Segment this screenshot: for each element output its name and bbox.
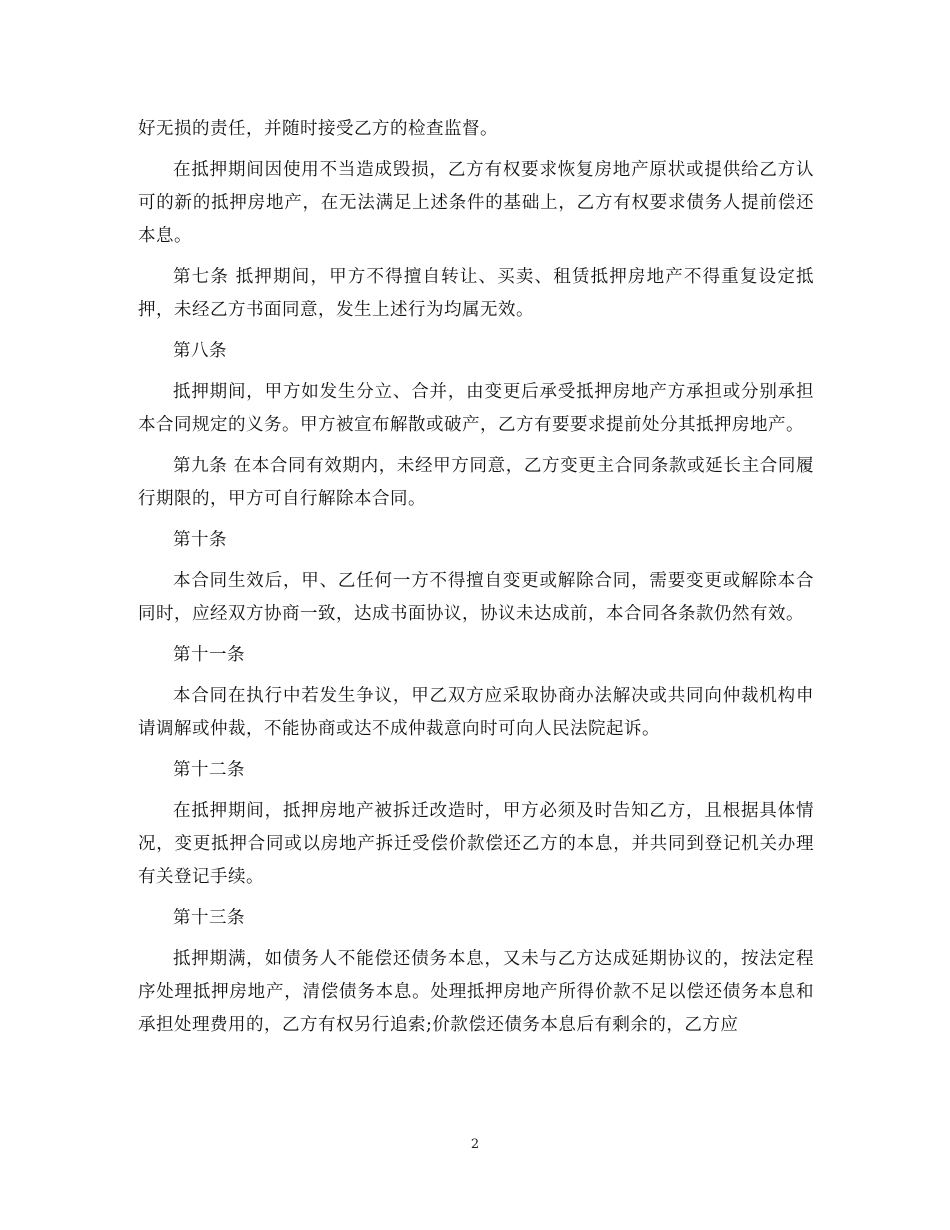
page-number: 2 bbox=[470, 1137, 480, 1152]
paragraph-article-12: 在抵押期间，抵押房地产被拆迁改造时，甲方必须及时告知乙方，且根据具体情况，变更抵押合同或以房地产拆迁受偿价款偿还乙方的本息，并共同到登记机关办理有关登记手续。 bbox=[138, 801, 814, 887]
heading-article-10: 第十条 bbox=[173, 530, 227, 550]
heading-article-8: 第八条 bbox=[173, 341, 227, 361]
document-body bbox=[138, 113, 814, 1050]
paragraph-article-9: 第九条 在本合同有效期内，未经甲方同意，乙方变更主合同条款或延长主合同履行期限的，甲方可自行解除本合同。 bbox=[138, 456, 814, 509]
paragraph-article-13: 抵押期满，如债务人不能偿还债务本息，又未与乙方达成延期协议的，按法定程序处理抵押房地产，清偿债务本息。处理抵押房地产所得价款不足以偿还债务本息和承担处理费用的，乙方有权另行追索;价款偿还债务本息后有剩余的，乙方应 bbox=[138, 949, 814, 1035]
heading-article-13: 第十三条 bbox=[173, 908, 245, 928]
paragraph-article-11: 本合同在执行中若发生争议，甲乙双方应采取协商办法解决或共同向仲裁机构申请调解或仲裁，不能协商或达不成仲裁意向时可向人民法院起诉。 bbox=[138, 686, 814, 739]
paragraph-continuation: 好无损的责任，并随时接受乙方的检查监督。 bbox=[138, 119, 498, 139]
paragraph-article-10: 本合同生效后，甲、乙任何一方不得擅自变更或解除合同，需要变更或解除本合同时，应经双方协商一致，达成书面协议，协议未达成前，本合同各条款仍然有效。 bbox=[138, 571, 814, 624]
paragraph-article-7: 第七条 抵押期间，甲方不得擅自转让、买卖、租赁抵押房地产不得重复设定抵押，未经乙方书面同意，发生上述行为均属无效。 bbox=[138, 267, 814, 320]
paragraph-article-8: 抵押期间，甲方如发生分立、合并，由变更后承受抵押房地产方承担或分别承担本合同规定的义务。甲方被宣布解散或破产，乙方有要要求提前处分其抵押房地产。 bbox=[138, 382, 814, 435]
heading-article-11: 第十一条 bbox=[173, 645, 245, 665]
paragraph-damage-clause: 在抵押期间因使用不当造成毁损，乙方有权要求恢复房地产原状或提供给乙方认可的新的抵押房地产，在无法满足上述条件的基础上，乙方有权要求债务人提前偿还本息。 bbox=[138, 160, 814, 246]
heading-article-12: 第十二条 bbox=[173, 760, 245, 780]
